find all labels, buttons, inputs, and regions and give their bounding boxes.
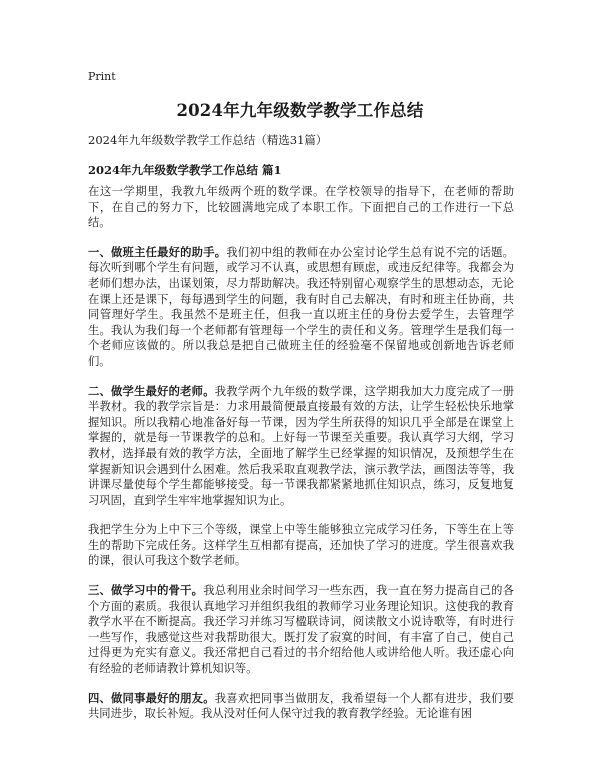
paragraph-lead: 三、做学习中的骨干。: [88, 583, 204, 598]
paragraph-teacher: [88, 384, 514, 509]
paragraph-lead: 四、做同事最好的朋友。: [88, 690, 215, 705]
paragraph-text: 我们初中组的教师在办公室讨论学生总有说不完的话题。每次听到哪个学生有问题，或学习不认真，或思想有顾虑，或违反纪律等。我都会为老师们想办法，出谋划策，尽力帮助解决。我还特别留心观察学生的思想动态，无论在课上还是课下，每每遇到学生的问题，我有时自己去解决，有时和班主任协商，共同管理好学生。我虽然不是班主任，但我一直以班主任的身份去爱学生，去管理学生。我认为我们每一个老师都有管理每一个学生的责任和义务。管理学生是我们每一个老师应该做的。所以我总是把自己做班主任的经验毫不保留地或创新地告诉老师们。: [88, 245, 514, 368]
paragraph-text: 我把学生分为上中下三个等级，课堂上中等生能够独立完成学习任务，下等生在上等生的帮助下完成任务。这样学生互相都有提高，还加快了学习的进度。学生很喜欢我的课，很认可我这个数学老师。: [88, 523, 514, 568]
section-heading: 2024年九年级数学教学工作总结 篇1: [88, 163, 282, 177]
document-subtitle: 2024年九年级数学教学工作总结（精选31篇）: [88, 133, 328, 147]
paragraph-intro: [88, 184, 514, 231]
paragraph-lead: 一、做班主任最好的助手。: [88, 244, 227, 259]
paragraph-learning: [88, 583, 514, 677]
paragraph-text: 在这一学期里，我教九年级两个班的数学课。在学校领导的指导下，在老师的帮助下，在自己的努力下，比较圆满地完成了本职工作。下面把自己的工作进行一下总结。: [88, 185, 514, 230]
paragraph-text: 我喜欢把同事当做朋友，我希望每一个人都有进步，我们要共同进步，取长补短。我从没对任何人保守过我的教育教学经验。无论谁有困: [88, 691, 514, 721]
paragraph-text: 我教学两个九年级的数学课，这学期我加大力度完成了一册半教材。我的教学宗旨是：力求用最简便最直接最有效的方法，让学生轻松快乐地掌握知识。所以我精心地准备好每一节课，因为学生所获得的知识几乎全部是在课堂上掌握的，就是每一节课教学的总和。上好每一节课至关重要。我认真学习大纲，学习教材，选择最有效的教学方法，全面地了解学生已经掌握的知识情况，及预想学生在掌握新知识会遇到什么困难。然后我采取直观教学法，演示教学法，画图法等等，我讲课尽量使每个学生都能够接受。每一节课我都紧紧地抓住知识点，练习，反复地复习巩固，直到学生牢牢地掌握知识为止。: [88, 384, 514, 507]
page-title: 2024年九年级数学教学工作总结: [176, 101, 424, 120]
paragraph-levels: [88, 522, 514, 569]
paragraph-lead: 二、做学生最好的老师。: [88, 383, 215, 398]
article-body: [88, 184, 514, 736]
print-link[interactable]: Print: [88, 70, 116, 83]
paragraph-assistant: [88, 245, 514, 370]
paragraph-text: 我总利用业余时间学习一些东西，我一直在努力提高自己的各个方面的素质。我很认真地学习并组织我组的教师学习业务理论知识。这使我的教育教学水平在不断提高。我还学习并练习写楹联诗词，阅读散文小说诗歌等，有时进行一些写作，我感觉这些对我帮助很大。既打发了寂寞的时间，有丰富了自己，使自己过得更为充实有意义。我还常把自己看过的书介绍给他人或讲给他人听。我还虚心向有经验的老师请教计算机知识等。: [88, 584, 514, 676]
paragraph-colleagues: [88, 691, 514, 722]
